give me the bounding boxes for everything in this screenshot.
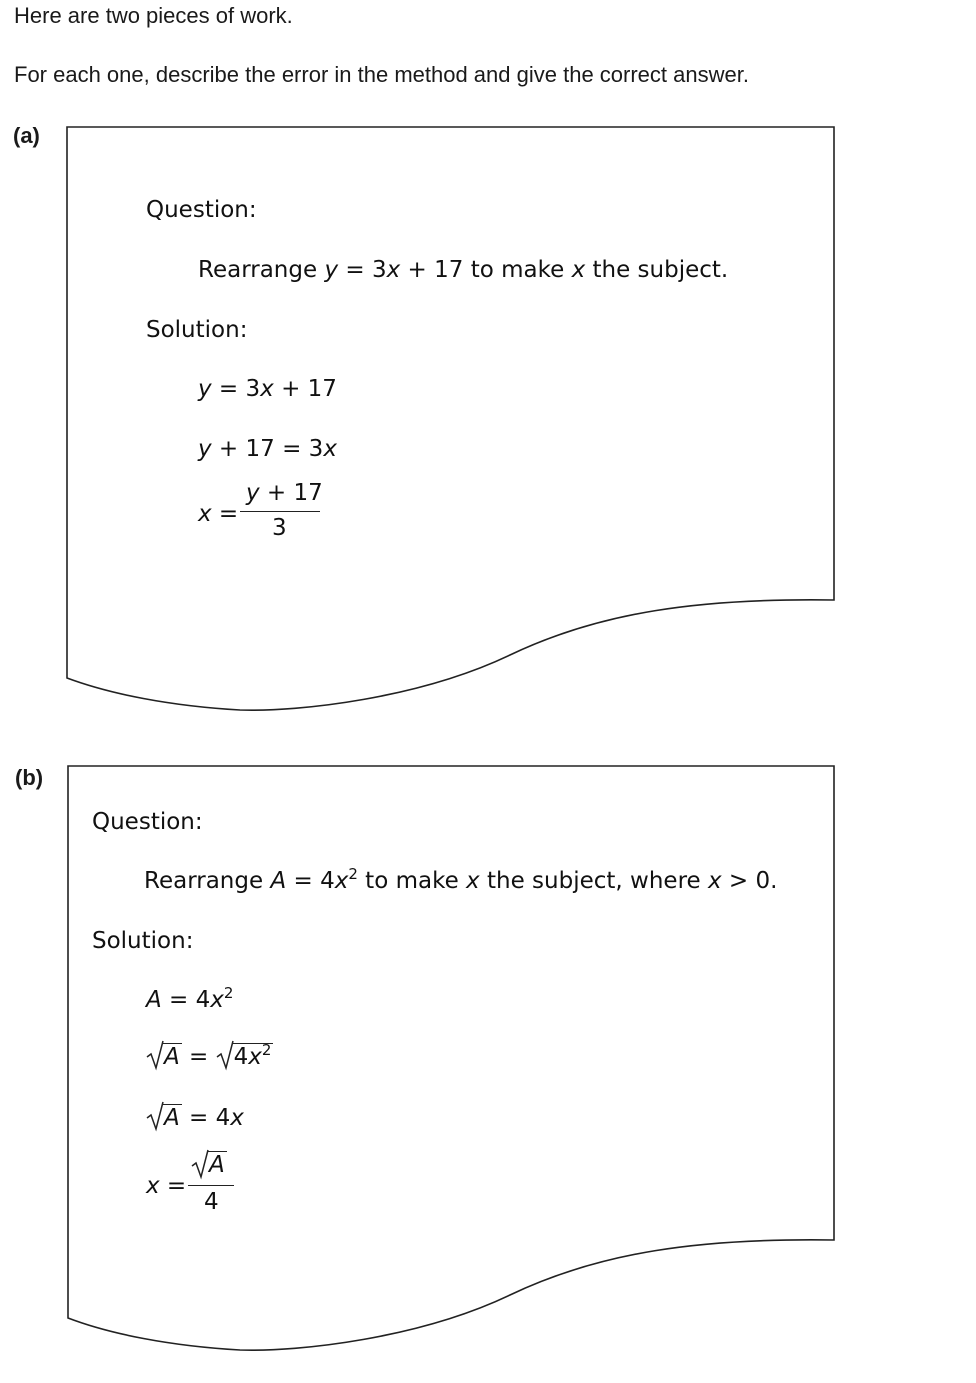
part-a-step-3-lhs: x = [198, 501, 239, 527]
radical-sign-icon [146, 1039, 164, 1071]
part-b-step-4-num-root: A [191, 1152, 227, 1178]
part-a-question-heading: Question: [146, 197, 257, 223]
instruction-line-2: For each one, describe the error in the method and give the correct answer. [14, 62, 749, 87]
part-b-step-2: A = $4x^2$ [146, 1043, 273, 1071]
part-b-step-2-rhs-root: $4x^2$ [216, 1043, 274, 1071]
part-b-fraction-denominator: 4 [204, 1189, 219, 1215]
part-b-step-3-lhs-root: A [146, 1104, 182, 1132]
part-b-step-1: $A = 4x^2$ [146, 984, 234, 1013]
part-b-fraction-numerator [191, 1152, 227, 1178]
part-a-solution-heading: Solution: [146, 317, 248, 343]
radical-sign-icon [216, 1039, 234, 1071]
part-b-step-3: A = 4x [146, 1104, 244, 1132]
part-a-fraction-denominator: 3 [272, 515, 287, 541]
part-a-fraction-numerator: y + 17 [246, 480, 323, 506]
part-b-fraction-bar [188, 1185, 234, 1186]
part-a-label: (a) [13, 123, 40, 148]
part-a-step-2: y + 17 = 3x [198, 436, 337, 462]
part-a-fraction-bar [240, 511, 320, 512]
part-b-solution-heading: Solution: [92, 928, 194, 954]
part-a-step-1: y = 3x + 17 [198, 376, 337, 402]
part-b-step-4-fraction [188, 1150, 234, 1218]
part-a-step-3-fraction [240, 480, 323, 544]
radical-sign-icon [191, 1148, 209, 1180]
part-a-question-text: Rearrange y = 3x + 17 to make x the subject. [198, 257, 729, 283]
radical-sign-icon [146, 1100, 164, 1132]
part-b-question-heading: Question: [92, 809, 203, 835]
part-b-label: (b) [15, 765, 44, 790]
part-b-step-4-lhs: x = [146, 1173, 187, 1199]
part-b-step-2-lhs-root: A [146, 1043, 182, 1071]
instruction-line-1: Here are two pieces of work. [14, 3, 293, 28]
part-b-question-text: Rearrange $A = 4x^2$ to make x the subject, where x > 0. [144, 865, 778, 894]
